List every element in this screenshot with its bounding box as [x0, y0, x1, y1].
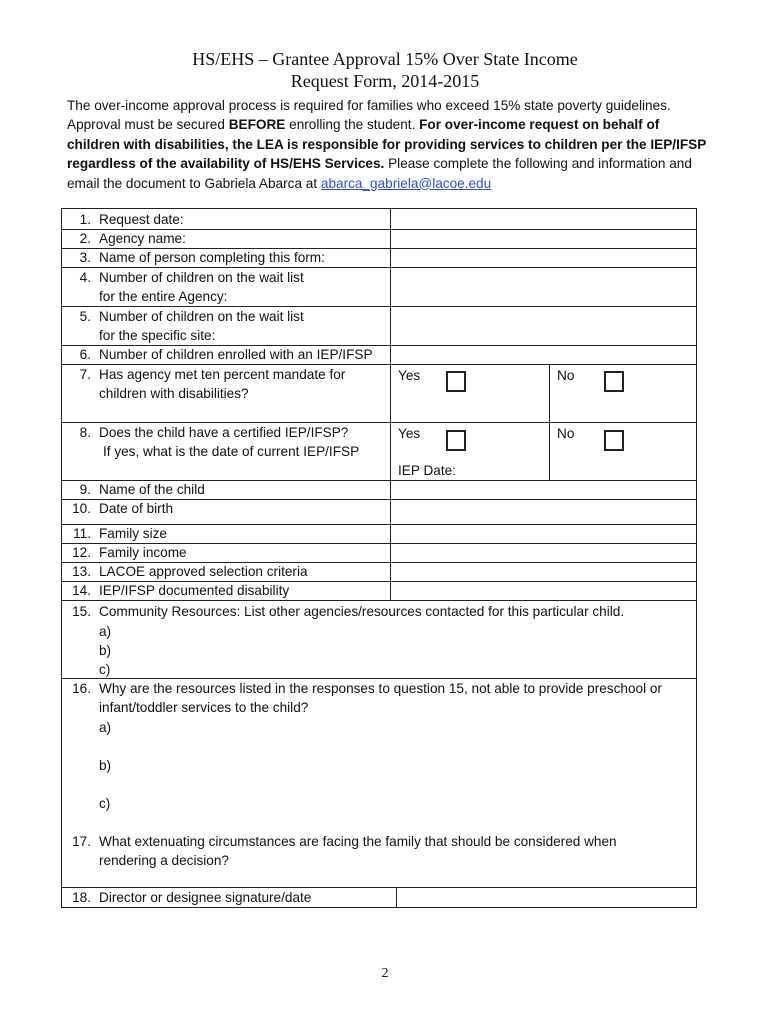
question-3: 3. Name of person completing this form: [79, 250, 325, 265]
question-5: 5. Number of children on the wait list for the specific site: [79, 309, 304, 344]
agency-waitlist-field[interactable] [391, 268, 696, 306]
q15-item-b: b) [99, 643, 112, 658]
question-4: 4. Number of children on the wait list for the entire Agency: [79, 270, 304, 305]
question-6: 6. Number of children enrolled with an IEP/IFSP [79, 347, 373, 362]
q7-no-checkbox[interactable] [604, 371, 624, 392]
q8-no-label: No [557, 426, 575, 441]
question-10: 10. Date of birth [72, 501, 174, 516]
contact-email-link[interactable]: abarca_gabriela@lacoe.edu [320, 175, 492, 191]
q16-item-c: c) [99, 796, 111, 811]
date-of-birth-field[interactable] [391, 500, 696, 524]
intro-disabilities-note: For over-income request on behalf of children with disabilities, the LEA is responsible for providing services to children per the IEP/IFSP regardless of the availability of HS/EHS Services. [67, 117, 707, 172]
request-form-table [61, 208, 697, 908]
signature-date-field[interactable] [397, 888, 696, 907]
q16-item-b: b) [99, 758, 112, 773]
intro-text-5: Please complete the following and information and email the document to Gabriela Abarca at [67, 156, 692, 191]
question-17: 17. What extenuating circumstances are facing the family that should be considered when rendering a decision? [72, 834, 617, 869]
intro-text-1: The over-income approval process is required for families who exceed 15% state poverty guidelines. Approval must be secured [67, 98, 671, 133]
question-12: 12. Family income [72, 545, 187, 560]
question-9: 9. Name of the child [79, 482, 205, 497]
q15-item-c: c) [99, 662, 111, 677]
q7-yes-checkbox[interactable] [446, 371, 466, 392]
question-13: 13. LACOE approved selection criteria [72, 564, 308, 579]
question-7: 7. Has agency met ten percent mandate for children with disabilities? [79, 367, 346, 402]
documented-disability-field[interactable] [391, 582, 696, 600]
q7-no-label: No [557, 368, 575, 383]
intro-emphasis-before: BEFORE [228, 117, 286, 133]
q8-iep-date-label: IEP Date: [398, 463, 456, 478]
iep-enrolled-field[interactable] [391, 346, 696, 364]
question-18: 18. Director or designee signature/date [72, 890, 312, 905]
q8-yes-label: Yes [398, 426, 421, 441]
intro-paragraph [67, 96, 707, 193]
agency-name-field[interactable] [391, 230, 696, 248]
family-size-field[interactable] [391, 525, 696, 543]
iep-date-field[interactable] [472, 461, 547, 479]
person-completing-field[interactable] [391, 249, 696, 267]
intro-text-3: enrolling the student. [285, 117, 420, 133]
question-14: 14. IEP/IFSP documented disability [72, 583, 290, 598]
form-title-line2: Request Form, 2014-2015 [290, 71, 480, 91]
question-11: 11. Family size [73, 526, 167, 541]
selection-criteria-field[interactable] [391, 563, 696, 581]
site-waitlist-field[interactable] [391, 307, 696, 345]
question-8: 8. Does the child have a certified IEP/IFSP? If yes, what is the date of current IEP/IFSP [79, 425, 360, 460]
child-name-field[interactable] [391, 481, 696, 499]
question-15: 15. Community Resources: List other agencies/resources contacted for this particular child. [72, 604, 625, 619]
q16-item-a: a) [99, 720, 112, 735]
q8-yes-checkbox[interactable] [446, 430, 466, 451]
page-number: 2 [381, 966, 389, 981]
question-16: 16. Why are the resources listed in the responses to question 15, not able to provide preschool or infant/toddler services to the child? [72, 681, 662, 716]
q15-item-a: a) [99, 624, 112, 639]
question-2: 2. Agency name: [79, 231, 186, 246]
question-1: 1. Request date: [79, 212, 184, 227]
request-date-field[interactable] [391, 209, 696, 229]
form-title-line1: HS/EHS – Grantee Approval 15% Over State Income [192, 49, 578, 69]
family-income-field[interactable] [391, 544, 696, 562]
q7-yes-label: Yes [398, 368, 421, 383]
q8-no-checkbox[interactable] [604, 430, 624, 451]
